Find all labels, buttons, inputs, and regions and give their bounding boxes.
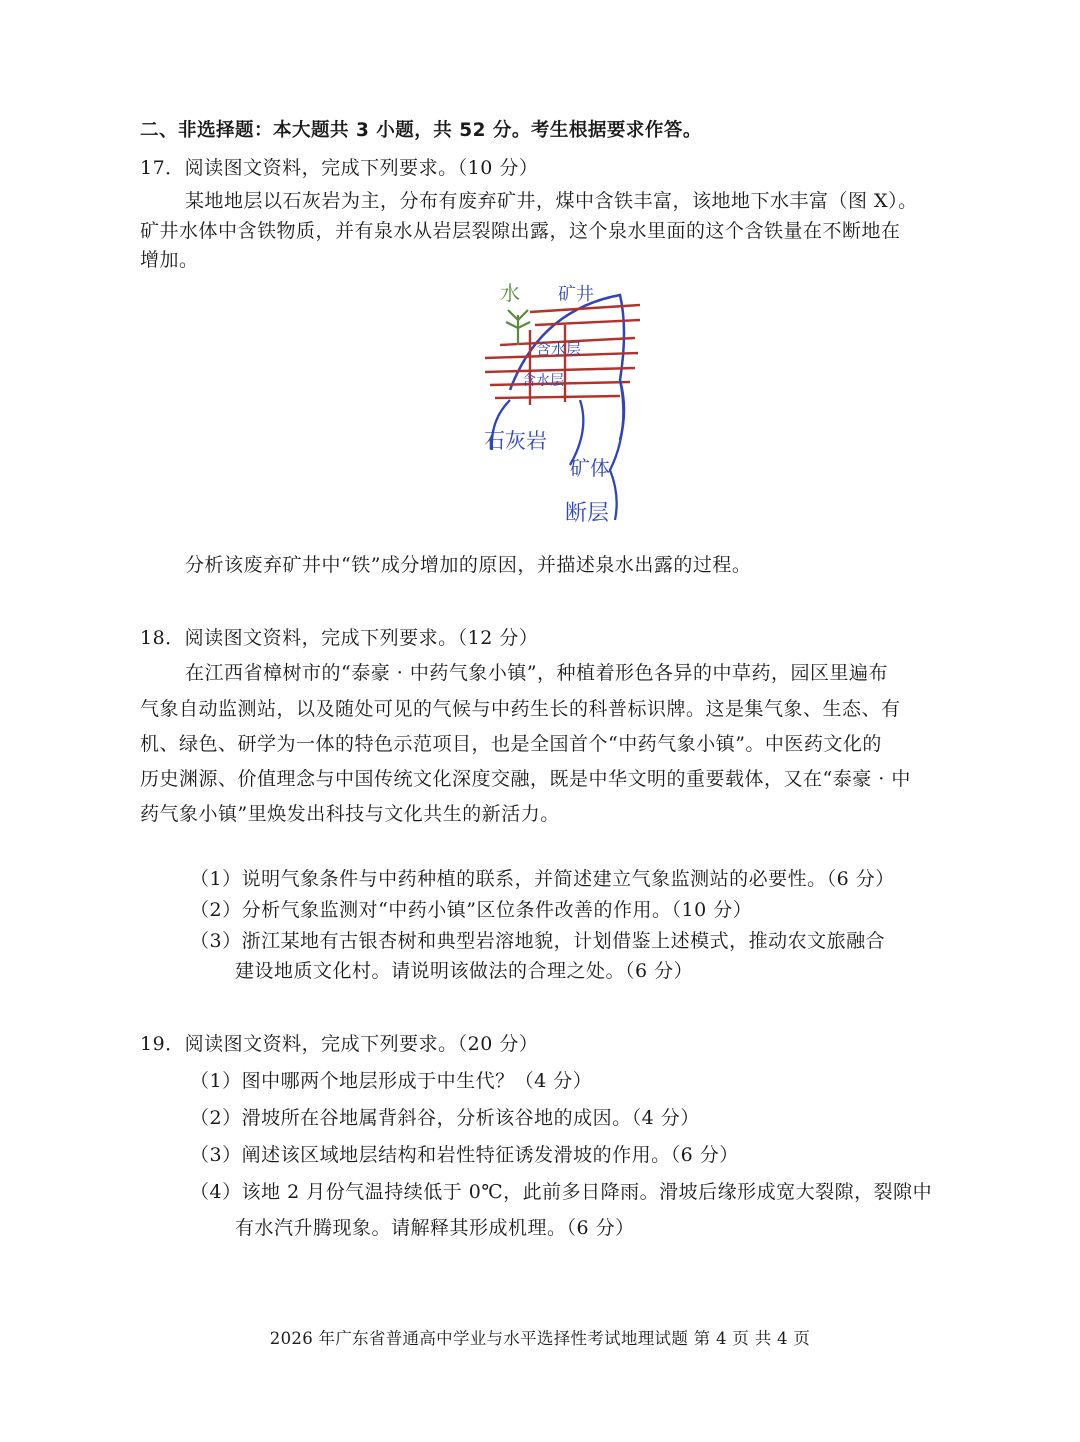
- section-heading: 二、非选择题：本大题共 3 小题，共 52 分。考生根据要求作答。: [140, 120, 702, 141]
- q18-title: 18．阅读图文资料，完成下列要求。（12 分）: [140, 627, 539, 649]
- slope-outline: [510, 295, 624, 440]
- q19-title: 19．阅读图文资料，完成下列要求。（20 分）: [140, 1033, 539, 1055]
- q19-item: （2）滑坡所在谷地属背斜谷，分析该谷地的成因。（4 分）: [190, 1107, 700, 1129]
- label-limestone: 石灰岩: [484, 429, 547, 453]
- q19-item: （1）图中哪两个地层形成于中生代？（4 分）: [190, 1070, 593, 1092]
- label-aquifer: 含水层: [522, 373, 564, 389]
- label-aquifer: 含水层: [536, 340, 582, 358]
- q17-title: 17．阅读图文资料，完成下列要求。（10 分）: [140, 157, 539, 179]
- label-ore-body: 矿体: [570, 456, 610, 480]
- hand-drawn-geology-sketch: [470, 270, 660, 545]
- label-fault: 断层: [565, 501, 610, 526]
- spring-icon: [506, 310, 530, 345]
- q18-item: （2）分析气象监测对“中药小镇”区位条件改善的作用。（10 分）: [190, 899, 753, 921]
- q17-task: 分析该废弃矿井中“铁”成分增加的原因，并描述泉水出露的过程。: [185, 554, 752, 576]
- q18-item: （3）浙江某地有古银杏树和典型岩溶地貌，计划借鉴上述模式，推动农文旅融合: [190, 930, 886, 952]
- q18-passage-line: 机、绿色、研学为一体的特色示范项目，也是全国首个“中药气象小镇”。中医药文化的: [140, 733, 882, 755]
- q18-item-continuation: 建设地质文化村。请说明该做法的合理之处。（6 分）: [235, 960, 694, 982]
- q19-item-continuation: 有水汽升腾现象。请解释其形成机理。（6 分）: [235, 1217, 635, 1239]
- q18-passage-line: 气象自动监测站，以及随处可见的气候与中药生长的科普标识牌。这是集气象、生态、有: [140, 698, 901, 720]
- q17-passage-line: 某地地层以石灰岩为主，分布有废弃矿井，煤中含铁丰富，该地地下水丰富（图 X）。: [185, 190, 918, 212]
- q17-passage-line: 矿井水体中含铁物质，并有泉水从岩层裂隙出露，这个泉水里面的这个含铁量在不断地在: [140, 220, 901, 242]
- q18-passage-line: 在江西省樟树市的“泰豪 · 中药气象小镇”，种植着形色各异的中草药，园区里遍布: [185, 662, 889, 684]
- q19-item: （4）该地 2 月份气温持续低于 0℃，此前多日降雨。滑坡后缘形成宽大裂隙，裂隙中: [190, 1181, 933, 1203]
- q18-item: （1）说明气象条件与中药种植的联系，并简述建立气象监测站的必要性。（6 分）: [190, 868, 895, 890]
- page-footer: 2026 年广东省普通高中学业与水平选择性考试地理试题 第 4 页 共 4 页: [269, 1329, 811, 1348]
- q19-item: （3）阐述该区域地层结构和岩性特征诱发滑坡的作用。（6 分）: [190, 1144, 739, 1166]
- label-mine: 矿井: [558, 284, 594, 305]
- label-spring: 水: [500, 281, 520, 305]
- q17-passage-line: 增加。: [140, 249, 199, 271]
- q18-passage-line: 历史渊源、价值理念与中国传统文化深度交融，既是中华文明的重要载体，又在“泰豪 · 中: [140, 768, 911, 790]
- q18-passage-line: 药气象小镇”里焕发出科技与文化共生的新活力。: [140, 803, 560, 825]
